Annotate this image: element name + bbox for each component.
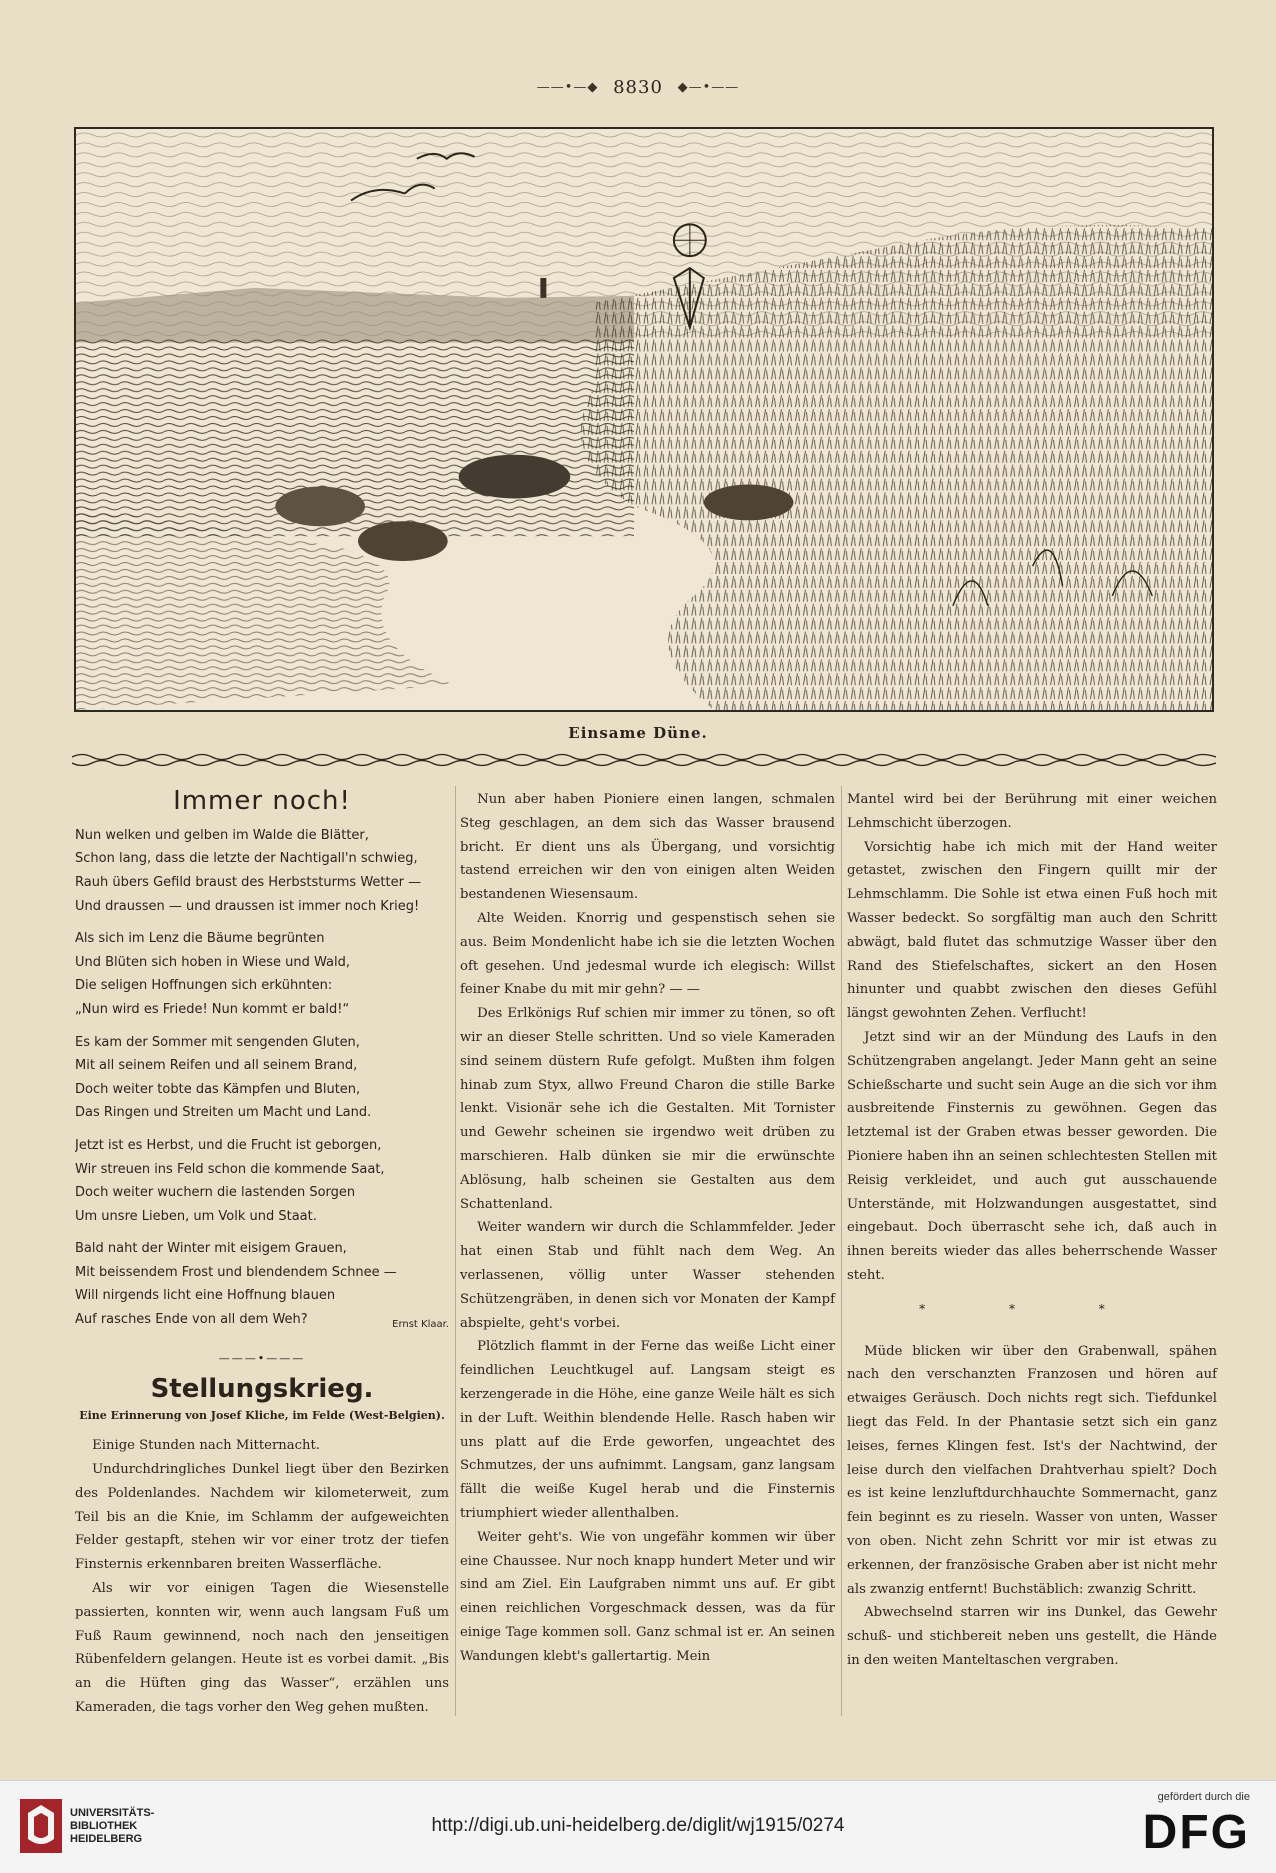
dune-illustration [74, 127, 1214, 712]
poem-line: Schon lang, dass die letzte der Nachtigall'n schwieg, [75, 851, 418, 867]
column-1 [75, 788, 449, 1720]
poem-line: Und Blüten sich hoben in Wiese und Wald, [75, 954, 351, 970]
header-ornament-left: ——•—◆ [536, 79, 599, 95]
poem-author: Ernst Klaar. [392, 1319, 449, 1331]
poem-line: Mit beissendem Frost und blendendem Schnee — [75, 1264, 397, 1280]
page-number: 8830 [613, 76, 663, 98]
library-name-line: HEIDELBERG [70, 1833, 143, 1845]
poem-line: Das Ringen und Streiten um Macht und Land. [75, 1105, 372, 1121]
library-name-line: BIBLIOTHEK [70, 1820, 138, 1832]
column-divider [455, 786, 456, 1716]
article-paragraph: Des Erlkönigs Ruf schien mir immer zu tönen, so oft wir an dieser Stelle schritten. Und so viele Kameraden sind seinem düstern Rufe gefolgt. Mußten ihm folgen hinab zum Styx, allwo Freund Charon die stille Barke lenkt. Visionär sehe ich die Gestalten. Mit Tornister und Gewehr scheinen sie irgendwo weit drüben zu marschieren. Halb dünken sie mir die erwünschte Ablösung, halb scheinen sie Gestalten aus dem Schattenland. [460, 1006, 835, 1212]
poem-line: Die seligen Hoffnungen sich erkühnten: [75, 978, 333, 994]
article-paragraph: Undurchdringliches Dunkel liegt über den Bezirken des Poldenlandes. Nachdem wir kilometerweit, zum Teil bis an die Knie, im Schlamm der aufgeweichten Felder gestapft, stehen wir vor einer trotz der tiefen Finsternis erkennbaren breiten Wasserfläche. [75, 1462, 449, 1573]
poem-line: Doch weiter wuchern die lastenden Sorgen [75, 1185, 356, 1201]
poem-line: Wir streuen ins Feld schon die kommende Saat, [75, 1161, 385, 1177]
section-divider-wavy [72, 752, 1216, 768]
article-paragraph: Alte Weiden. Knorrig und gespenstisch sehen sie aus. Beim Mondenlicht habe ich sie die letzten Wochen oft gesehen. Und jedesmal wurde ich elegisch: Willst feiner Knabe du mit mir gehn? — — [460, 910, 835, 998]
article-title: Stellungskrieg. [150, 1374, 374, 1405]
column-2 [460, 788, 835, 1668]
article-paragraph: Plötzlich flammt in der Ferne das weiße Licht einer feindlichen Leuchtkugel auf. Langsam steigt es kerzengerade in die Höhe, eine ganze Weile hält es sich in der Luft. Weithin blendende Helle. Rasch haben wir uns platt auf die Erde geworfen, ungeachtet des Schmutzes, der uns aufnimmt. Langsam, ganz langsam fällt die weiße Kugel herab und die Finsternis triumphiert wieder allenthalben. [460, 1339, 835, 1521]
dfg-logo: DFG [1142, 1806, 1250, 1859]
section-stars: * * * [919, 1301, 1145, 1316]
article-paragraph: Weiter geht's. Wie von ungefähr kommen wir über eine Chaussee. Nur noch knapp hundert Meter und wir sind am Ziel. Ein Laufgraben nimmt uns auf. Er gibt einen reichlichen Vorgeschmack dessen, was da für einige Tage kommen soll. Ganz schmal ist er. An seinen Wandungen klebt's gallertartig. Mein [460, 1529, 835, 1664]
poem-line: Rauh übers Gefild braust des Herbststurms Wetter — [75, 874, 422, 890]
library-name-line: UNIVERSITÄTS- [70, 1807, 155, 1819]
poem-stanza [75, 1237, 449, 1336]
poem-line: Es kam der Sommer mit sengenden Gluten, [75, 1034, 360, 1050]
poem-line-text: Auf rasches Ende von all dem Weh? [75, 1312, 308, 1328]
article-paragraph: Mantel wird bei der Berührung mit einer weichen Lehmschicht überzogen. [847, 792, 1217, 831]
column-3 [847, 788, 1217, 1673]
article-separator: ———•——— [218, 1351, 306, 1365]
article-paragraph: Jetzt sind wir an der Mündung des Laufs in den Schützengraben angelangt. Jeder Mann geht an seine Schießscharte und sucht sein Auge an die sich vor ihm ausbreitende Finsternis zu gewöhnen. Gegen das letztemal ist der Graben etwas besser geworden. Die Pioniere haben ihn an seinen schlechtesten Stellen mit Reisig verkleidet, und auch gut ausschauende Unterstände, mit Holzwandungen ausgestattet, sind eingebaut. Doch überrascht sehe ich, daß auch in ihnen bereits wieder das alles beherrschende Wasser steht. [847, 1029, 1217, 1283]
page-header [0, 76, 1276, 98]
poem-stanza [75, 1031, 449, 1125]
poem-line: Und draussen — und draussen ist immer noch Krieg! [75, 898, 420, 914]
library-footer [0, 1780, 1276, 1873]
funding-text: gefördert durch die [1157, 1791, 1250, 1803]
poem-line: Nun welken und gelben im Walde die Blätter, [75, 827, 369, 843]
article-paragraph: Müde blicken wir über den Grabenwall, spähen nach den verschanzten Franzosen und hören auf etwaiges Geräusch. Doch nichts regt sich. Tiefdunkel liegt das Feld. In der Phantasie setzt sich ein ganz leises, fernes Klingen fest. Ist's der Nachtwind, der leise durch den vielfachen Drahtverhau spielt? Doch es ist keine lenzluftdurchhauchte Sommernacht, ganz fein beginnt es zu rieseln. Wasser von unten, Wasser von oben. Nicht zehn Schritt vor mir ist etwas zu erkennen, der französische Graben aber ist nicht mehr als zwanzig entfernt! Buchstäblich: zwanzig Schritt. [847, 1343, 1217, 1597]
poem-stanza [75, 927, 449, 1021]
poem-line: „Nun wird es Friede! Nun kommt er bald!“ [75, 1001, 350, 1017]
column-divider [841, 786, 842, 1716]
article-paragraph: Vorsichtig habe ich mich mit der Hand weiter getastet, zwischen den Fingern quillt mir der Lehmschlamm. Die Sohle ist etwa einen Fuß hoch mit Wasser bedeckt. So sorgfältig man auch den Schritt abwägt, bald flutet das schmutzige Wasser über den Rand des Stiefelschaftes, sickert an den Hosen hinunter und quabbt zwischen den dieses Gefühl längst gewohnten Zehen. Verflucht! [847, 839, 1217, 1022]
poem-line: Um unsre Lieben, um Volk und Staat. [75, 1208, 317, 1224]
poem-body [75, 824, 449, 1337]
illustration-caption: Einsame Düne. [568, 724, 708, 742]
article-subtitle: Eine Erinnerung von Josef Kliche, im Felde (West-Belgien). [79, 1409, 445, 1423]
poem-line: Will nirgends licht eine Hoffnung blauen [75, 1288, 336, 1304]
article-paragraph: Einige Stunden nach Mitternacht. [92, 1438, 320, 1454]
poem-line: Bald naht der Winter mit eisigem Grauen, [75, 1241, 347, 1257]
header-ornament-right: ◆—•—— [677, 79, 740, 95]
source-url-link[interactable]: http://digi.ub.uni-heidelberg.de/diglit/wj1915/0274 [431, 1815, 845, 1836]
poem-line: Als sich im Lenz die Bäume begrünten [75, 931, 325, 947]
poem-title: Immer noch! [173, 786, 351, 816]
poem-line [75, 1308, 449, 1337]
poem-line: Mit all seinem Reifen und all seinem Brand, [75, 1058, 358, 1074]
poem-line: Doch weiter tobte das Kämpfen und Bluten, [75, 1081, 361, 1097]
dune-engraving [76, 129, 1212, 710]
poem-stanza [75, 824, 449, 918]
article-paragraph: Weiter wandern wir durch die Schlammfelder. Jeder hat einen Stab und fühlt nach dem Weg. An verlassenen, völlig unter Wasser stehenden Schützengräben, in denen sich vor Monaten der Kampf abspielte, geht's vorbei. [460, 1220, 835, 1331]
article-paragraph: Abwechselnd starren wir ins Dunkel, das Gewehr schuß- und stichbereit neben uns gestellt, die Hände in den weiten Manteltaschen vergraben. [847, 1605, 1217, 1668]
poem-stanza [75, 1134, 449, 1228]
poem-line: Jetzt ist es Herbst, und die Frucht ist geborgen, [75, 1137, 382, 1153]
article-paragraph: Als wir vor einigen Tagen die Wiesenstelle passierten, konnten wir, wenn auch langsam Fuß um Fuß Raum gewinnend, noch nach den jenseitigen Rübenfeldern gelangen. Heute ist es vorbei damit. „Bis an die Hüften ging das Wasser“, erzählen uns Kameraden, die tags vorher den Weg gehen mußten. [75, 1581, 449, 1716]
article-paragraph: Nun aber haben Pioniere einen langen, schmalen Steg geschlagen, an dem sich das Wasser brausend bricht. Er dient uns als Übergang, und vorsichtig tastend erreichen wir den von einigen alten Weiden bestandenen Wiesensaum. [460, 792, 835, 903]
